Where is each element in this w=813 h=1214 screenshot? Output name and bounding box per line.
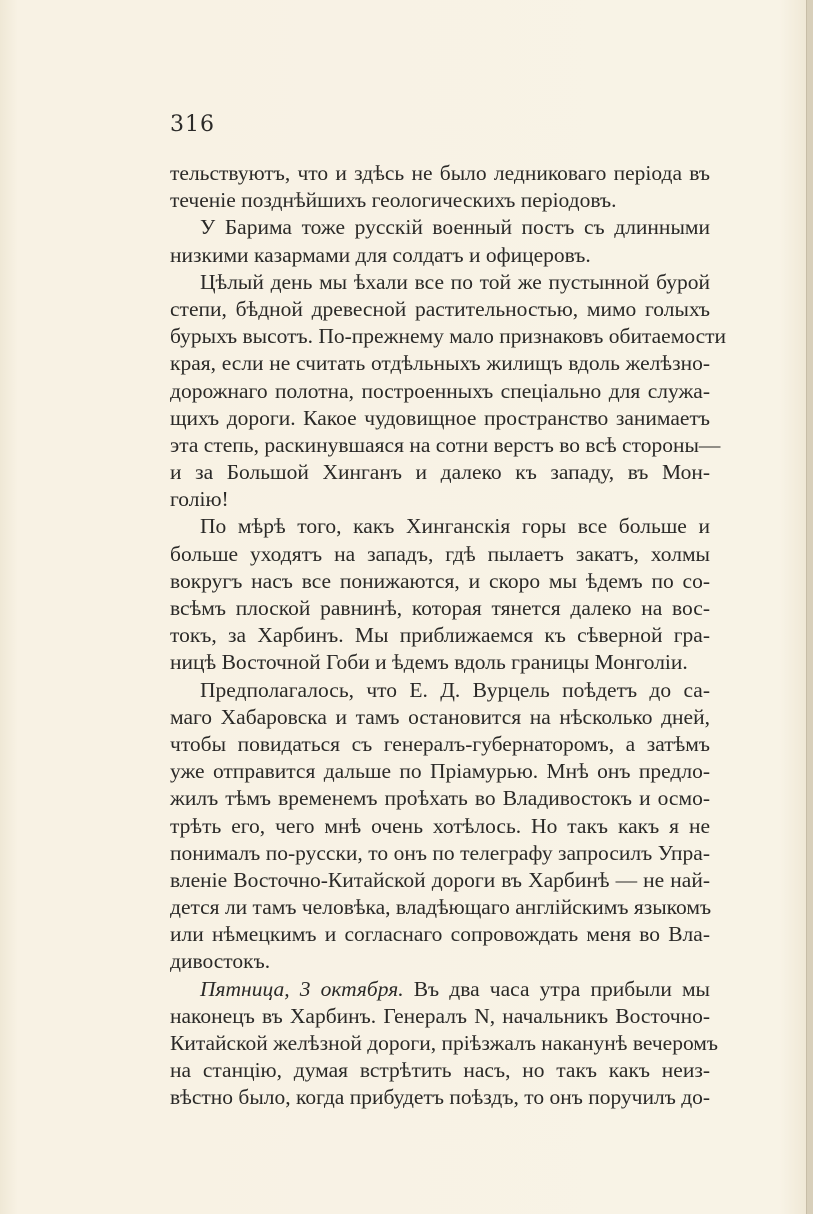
text-line: эта степь, раскинувшаяся на сотни верстъ во всѣ стороны—	[170, 432, 721, 457]
text-line: Китайской желѣзной дороги, пріѣзжалъ наканунѣ вечеромъ	[170, 1031, 719, 1055]
text-line: голію!	[170, 487, 229, 512]
text-line: вѣстно было, когда прибудетъ поѣздъ, то онъ поручилъ до-	[170, 1085, 711, 1110]
page-edge	[806, 0, 813, 1214]
text-line: маго Хабаровска и тамъ остановится на нѣсколько дней,	[170, 704, 710, 729]
dated-entry-line	[170, 976, 710, 1003]
text-line: тельствуютъ, что и здѣсь не было ледниковаго періода въ	[170, 161, 710, 185]
text-line: дется ли тамъ человѣка, владѣющаго англійскимъ языкомъ	[170, 895, 712, 920]
page-number: 316	[170, 112, 215, 137]
text-line: ницѣ Восточной Гоби и ѣдемъ вдоль границы Монголіи.	[170, 650, 688, 675]
text-line: степи, бѣдной древесной растительностью, мимо голыхъ	[170, 296, 710, 321]
text-line: края, если не считать отдѣльныхъ жилищъ вдоль желѣзно-	[170, 351, 710, 376]
text-line: вокругъ насъ все понижаются, и скоро мы ѣдемъ по со-	[170, 568, 710, 593]
text-line: наконецъ въ Харбинъ. Генералъ N, начальникъ Восточно-	[170, 1003, 710, 1028]
text-line: всѣмъ плоской равнинѣ, которая тянется далеко на вос-	[170, 596, 710, 620]
text-line: щихъ дороги. Какое чудовищное пространство занимаетъ	[170, 405, 710, 430]
text-line: бурыхъ высотъ. По-прежнему мало признаковъ обитаемости	[170, 324, 727, 349]
text-line: дивостокъ.	[170, 949, 271, 974]
text-line: уже отправится дальше по Пріамурью. Мнѣ онъ предло-	[170, 759, 710, 784]
text-line: трѣть его, чего мнѣ очень хотѣлось. Но такъ какъ я не	[170, 813, 710, 838]
text-line: теченіе позднѣйшихъ геологическихъ періодовъ.	[170, 188, 617, 213]
text-line: У Барима тоже русскій военный постъ съ длинными	[200, 215, 710, 240]
text-line: на станцію, думая встрѣтить насъ, но такъ какъ неиз-	[170, 1058, 710, 1083]
text-line: Цѣлый день мы ѣхали все по той же пустынной бурой	[200, 269, 710, 294]
text-line: больше уходятъ на западъ, гдѣ пылаетъ закатъ, холмы	[170, 541, 710, 566]
dated-entry-text: Въ два часа утра прибыли мы	[413, 976, 711, 1001]
text-line: низкими казармами для солдатъ и офицеровъ.	[170, 242, 591, 267]
text-line: дорожнаго полотна, построенныхъ спеціально для служа-	[170, 378, 710, 403]
text-line: понималъ по-русски, то онъ по телеграфу запросилъ Упра-	[170, 840, 710, 865]
text-line: и за Большой Хинганъ и далеко къ западу, въ Мон-	[170, 460, 710, 485]
text-line: Предполагалось, что Е. Д. Вурцель поѣдетъ до са-	[200, 677, 710, 702]
text-line: По мѣрѣ того, какъ Хинганскія горы все больше и	[200, 514, 710, 539]
text-line: токъ, за Харбинъ. Мы приближаемся къ сѣверной гра-	[170, 623, 710, 648]
body-text	[170, 160, 727, 1112]
date-heading: Пятница, 3 октября.	[200, 976, 404, 1001]
text-line: жилъ тѣмъ временемъ проѣхать во Владивостокъ и осмо-	[170, 786, 710, 811]
text-line: вленіе Восточно-Китайской дороги въ Харбинѣ — не най-	[170, 867, 710, 892]
text-line: или нѣмецкимъ и согласнаго сопровождать меня во Вла-	[170, 922, 710, 947]
text-line: чтобы повидаться съ генералъ-губернаторомъ, а затѣмъ	[170, 731, 710, 756]
